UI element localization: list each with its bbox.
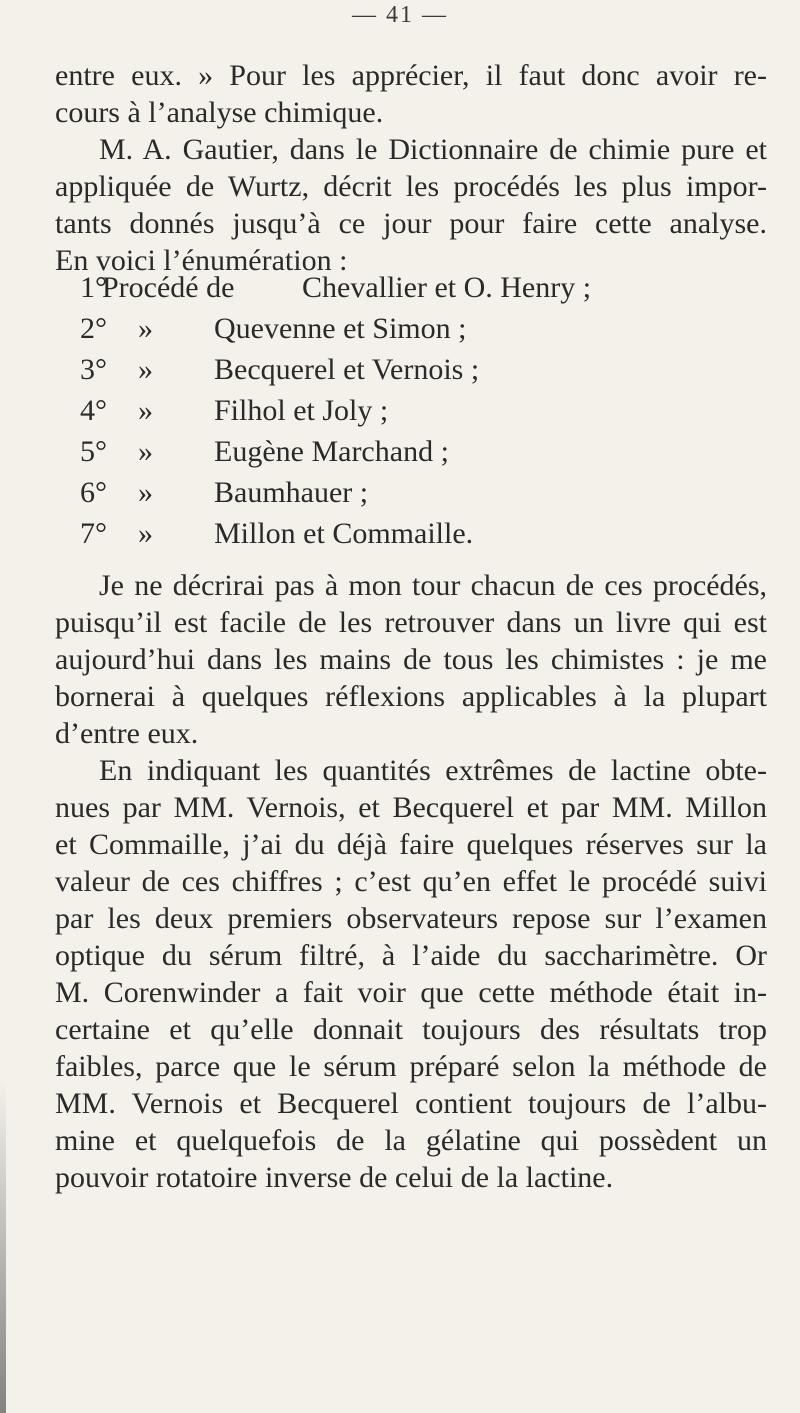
list-item-prefix: Procédé de bbox=[102, 271, 235, 304]
list-item bbox=[80, 431, 780, 472]
text-line: M. Corenwinder a fait voir que cette méthode était in- bbox=[55, 976, 767, 1009]
page-number: — 41 — bbox=[352, 2, 448, 28]
text-line: puisqu’il est facile de les retrouver dans un livre qui est bbox=[55, 606, 767, 639]
list-item bbox=[80, 308, 780, 349]
ditto-mark: » bbox=[138, 517, 153, 550]
text-line: mine et quelquefois de la gélatine qui possèdent un bbox=[55, 1124, 767, 1157]
text-line: appliquée de Wurtz, décrit les procédés les plus impor- bbox=[55, 170, 767, 203]
ditto-mark: » bbox=[138, 476, 153, 509]
list-item-name: Becquerel et Vernois ; bbox=[214, 353, 480, 386]
text-line: pouvoir rotatoire inverse de celui de la lactine. bbox=[55, 1161, 614, 1194]
list-item-number: 3° bbox=[80, 353, 107, 386]
list-item bbox=[80, 349, 780, 390]
list-item-name: Eugène Marchand ; bbox=[214, 435, 449, 468]
text-line: aujourd’hui dans les mains de tous les chimistes : je me bbox=[55, 643, 767, 676]
text-line: faibles, parce que le sérum préparé selon la méthode de bbox=[55, 1050, 767, 1083]
ditto-mark: » bbox=[138, 353, 153, 386]
list-item-name: Filhol et Joly ; bbox=[214, 394, 389, 427]
list-item bbox=[80, 513, 780, 554]
text-line: tants donnés jusqu’à ce jour pour faire cette analyse. bbox=[55, 207, 767, 240]
list-item-name: Quevenne et Simon ; bbox=[214, 312, 467, 345]
text-line: En indiquant les quantités extrêmes de lactine obte- bbox=[99, 754, 767, 787]
ditto-mark: » bbox=[138, 435, 153, 468]
list-item bbox=[80, 390, 780, 431]
text-line: M. A. Gautier, dans le Dictionnaire de chimie pure et bbox=[99, 133, 767, 166]
text-line: entre eux. » Pour les apprécier, il faut donc avoir re- bbox=[55, 59, 767, 92]
list-item-number: 7° bbox=[80, 517, 107, 550]
list-item-number: 4° bbox=[80, 394, 107, 427]
list-item-name: Chevallier et O. Henry ; bbox=[302, 271, 592, 304]
list-item bbox=[80, 472, 780, 513]
text-line: nues par MM. Vernois, et Becquerel et par MM. Millon bbox=[55, 791, 767, 824]
list-item-number: 1° bbox=[80, 271, 107, 304]
intro-paragraph bbox=[55, 57, 767, 279]
text-line: cours à l’analyse chimique. bbox=[55, 96, 384, 129]
ditto-mark: » bbox=[138, 312, 153, 345]
text-line: bornerai à quelques réflexions applicables à la plupart bbox=[55, 680, 767, 713]
body-text bbox=[55, 567, 767, 1196]
text-line: par les deux premiers observateurs repose sur l’examen bbox=[55, 902, 767, 935]
text-line: optique du sérum filtré, à l’aide du saccharimètre. Or bbox=[55, 939, 767, 972]
procedure-list bbox=[80, 267, 780, 554]
text-line: En voici l’énumération : bbox=[55, 244, 348, 277]
text-line: d’entre eux. bbox=[55, 717, 199, 750]
text-line: et Commaille, j’ai du déjà faire quelques réserves sur la bbox=[55, 828, 767, 861]
list-item-number: 2° bbox=[80, 312, 107, 345]
list-item-number: 6° bbox=[80, 476, 107, 509]
text-line: Je ne décrirai pas à mon tour chacun de ces procédés, bbox=[99, 569, 767, 602]
text-line: certaine et qu’elle donnait toujours des résultats trop bbox=[55, 1013, 767, 1046]
text-line: valeur de ces chiffres ; c’est qu’en effet le procédé suivi bbox=[55, 865, 767, 898]
page-edge-shadow bbox=[0, 1080, 6, 1413]
list-item bbox=[80, 267, 780, 308]
list-item-name: Millon et Commaille. bbox=[214, 517, 474, 550]
ditto-mark: » bbox=[138, 394, 153, 427]
list-item-number: 5° bbox=[80, 435, 107, 468]
list-item-name: Baumhauer ; bbox=[214, 476, 369, 509]
text-line: MM. Vernois et Becquerel contient toujours de l’albu- bbox=[55, 1087, 767, 1120]
